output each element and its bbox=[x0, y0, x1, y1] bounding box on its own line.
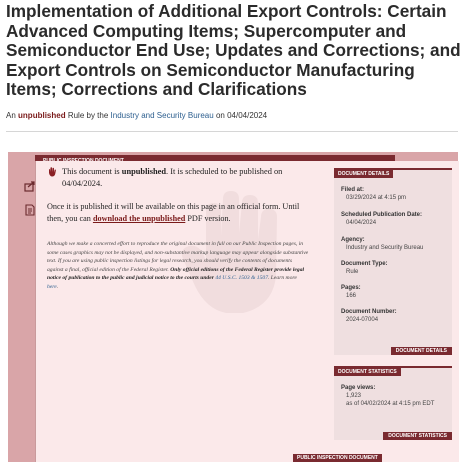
detail-value: 03/29/2024 at 4:15 pm bbox=[346, 195, 407, 201]
notice-prefix: This document is bbox=[62, 167, 120, 176]
detail-label: Pages: bbox=[341, 285, 361, 291]
detail-value: Industry and Security Bureau bbox=[346, 245, 424, 251]
document-statistics-panel bbox=[334, 366, 452, 440]
notice-suffix: . It is scheduled to be published on 04/04/2024. bbox=[62, 167, 283, 188]
document-details-heading: DOCUMENT DETAILS bbox=[334, 170, 393, 178]
agency-link[interactable]: Industry and Security Bureau bbox=[110, 111, 214, 120]
stop-hand-icon bbox=[47, 167, 57, 177]
detail-value: 166 bbox=[346, 293, 357, 299]
detail-value: 2024-07004 bbox=[346, 317, 379, 323]
learn-more-text: Learn more bbox=[270, 275, 297, 282]
detail-label: Scheduled Publication Date: bbox=[341, 212, 423, 218]
availability-paragraph bbox=[47, 201, 317, 225]
usc-link[interactable]: 44 U.S.C. 1503 & 1507 bbox=[215, 275, 268, 282]
detail-pages bbox=[341, 284, 449, 300]
learn-more-link[interactable]: here bbox=[47, 283, 57, 290]
download-unpublished-link[interactable]: download the unpublished bbox=[92, 214, 186, 223]
document-details-panel bbox=[334, 168, 452, 355]
disclaimer-bold-text: Only official editions of the Federal Register provide legal notice of publication to the public and judicial notice to the courts under bbox=[47, 266, 305, 282]
detail-document-number bbox=[341, 308, 449, 324]
page-views-label: Page views: bbox=[341, 385, 376, 391]
detail-label: Filed at: bbox=[341, 187, 365, 193]
detail-document-type bbox=[341, 260, 449, 276]
disclaimer-paragraph: Although we make a concerted effort to reproduce the original document in full on our Public Inspection pages, in some cases graphics may not be displayed, and non-substantive markup language may appear alongside substantive text. If you are using public inspection listings for legal research, you should verify the contents of documents against a final, official edition of the Federal Register. Only official editions of the Federal Register provide legal notice of publication to the public and judicial notice to the courts under 44 U.S.C. 1503 & 1507. Learn more here. bbox=[47, 241, 309, 290]
page-views-count: 1,923 bbox=[346, 393, 362, 399]
document-details-footer: DOCUMENT DETAILS bbox=[391, 347, 452, 355]
page-views bbox=[341, 384, 449, 408]
detail-agency bbox=[341, 236, 449, 252]
pi-footer-tag: PUBLIC INSPECTION DOCUMENT bbox=[293, 454, 382, 462]
detail-label: Document Number: bbox=[341, 309, 397, 315]
detail-value: 04/04/2024 bbox=[346, 220, 377, 226]
unpublished-notice bbox=[62, 166, 312, 190]
byline-article: An bbox=[6, 111, 16, 120]
document-statistics-footer: DOCUMENT STATISTICS bbox=[383, 432, 452, 440]
detail-publication-date bbox=[341, 211, 449, 227]
byline-divider bbox=[6, 131, 458, 132]
availability-text: Once it is published it will be available on this page in an official form. Until then, you can bbox=[47, 202, 300, 223]
detail-label: Document Type: bbox=[341, 261, 388, 267]
document-title: Implementation of Additional Export Controls: Certain Advanced Computing Items; Supercomputer and Semiconductor End Use; Updates and Corrections; and Export Controls on Semiconductor Manufacturing Items; Corrections and Clarifications bbox=[6, 1, 461, 100]
byline-on: on bbox=[215, 111, 225, 120]
document-statistics-heading: DOCUMENT STATISTICS bbox=[334, 368, 401, 376]
byline-date: 04/04/2024 bbox=[227, 111, 268, 120]
availability-suffix: PDF version. bbox=[187, 214, 231, 223]
notice-status: unpublished bbox=[121, 167, 167, 176]
detail-label: Agency: bbox=[341, 237, 365, 243]
byline-status: unpublished bbox=[18, 111, 66, 120]
page-views-as-of: as of 04/02/2024 at 4:15 pm EDT bbox=[346, 401, 435, 407]
detail-filed-at bbox=[341, 186, 449, 202]
disclaimer-text: Although we make a concerted effort to reproduce the original document in full on our Public Inspection pages, in some cases graphics may not be displayed, and non-substantive markup language may appear alongside substantive text. If you are using public inspection listings for legal research, you should verify the contents of documents against a final, official edition of the Federal Register. bbox=[47, 241, 309, 273]
detail-value: Rule bbox=[346, 269, 359, 275]
byline-rule-by: Rule by the bbox=[67, 111, 109, 120]
byline bbox=[6, 111, 267, 120]
